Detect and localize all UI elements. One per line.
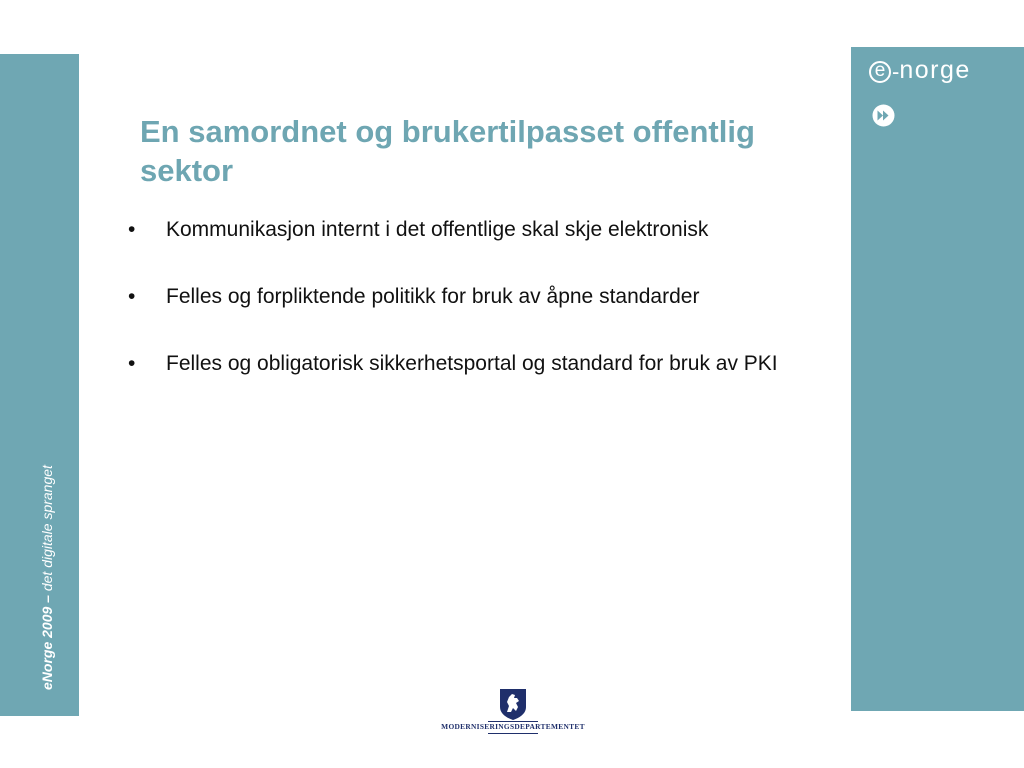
bullet-item	[128, 281, 843, 312]
sidebar-vertical-label: eNorge 2009 – det digitale spranget	[39, 465, 55, 690]
bullet-text: Kommunikasjon internt i det offentlige skal skje elektronisk	[166, 218, 709, 241]
bullet-marker: •	[128, 218, 136, 241]
ministry-name: MODERNISERINGSDEPARTEMENTET	[441, 722, 585, 731]
bullet-marker: •	[128, 285, 136, 308]
bullet-text: Felles og obligatorisk sikkerhetsportal og standard for bruk av PKI	[166, 352, 778, 375]
brand-e-circle-icon: e	[869, 61, 891, 83]
bullet-list	[128, 214, 843, 415]
brand-dash: -	[892, 59, 900, 84]
enorge-brand-logo	[869, 55, 971, 84]
slide-title: En samordnet og brukertilpasset offentlig sektor	[140, 114, 755, 188]
bullet-text: Felles og forpliktende politikk for bruk av åpne standarder	[166, 285, 700, 308]
bullet-item	[128, 214, 843, 245]
brand-word: norge	[899, 55, 971, 84]
fast-forward-icon[interactable]	[872, 104, 895, 127]
right-sidebar-band	[851, 47, 1024, 711]
coat-of-arms-lion-icon	[500, 689, 526, 720]
bullet-item	[128, 348, 843, 379]
logo-rule-bottom	[488, 733, 538, 734]
ministry-logo	[432, 689, 594, 739]
bullet-marker: •	[128, 352, 136, 375]
